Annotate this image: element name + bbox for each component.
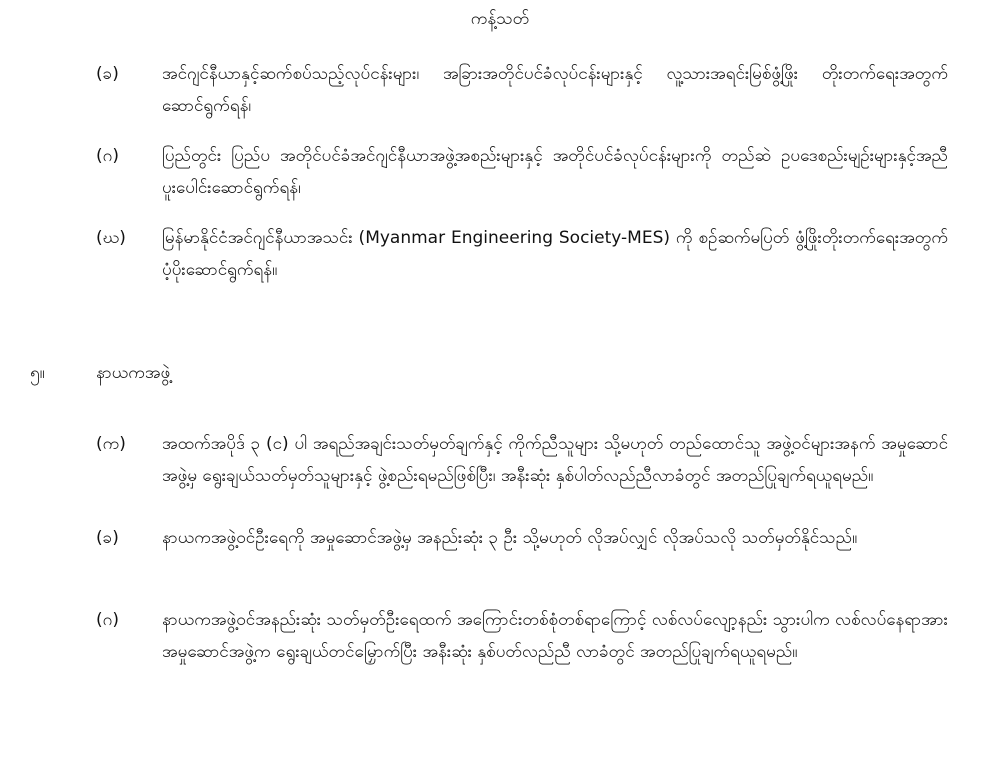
item-text: အထက်အပိုဒ် ၃ (င) ပါ အရည်အချင်းသတ်မှတ်ချက်နှင့် ကိုက်ညီသူများ သို့မဟုတ် တည်ထောင်သူ အဖွဲ့ဝင်များအနက် အမှုဆောင်အဖွဲ့မှ ရွေးချယ်သတ်မှတ်သူများနှင့် ဖွဲ့စည်းရမည်ဖြစ်ပြီး၊ အနီးဆုံး နှစ်ပါတ်လည်ညီလာခံတွင် အတည်ပြုချက်ရယူရမည်။ [162, 434, 948, 486]
item-text: မြန်မာနိုင်ငံအင်ဂျင်နီယာအသင်း (Myanmar Engineering Society-MES) ကို စဉ်ဆက်မပြတ် ဖွံ့ဖြိုးတိုးတက်ရေးအတွက် ပံ့ပိုးဆောင်ရွက်ရန်။ [162, 228, 948, 280]
item-number: (ခ) [96, 64, 119, 84]
page-title: ကန့်သတ် [470, 9, 530, 29]
item-text: ပြည်တွင်း ပြည်ပ အတိုင်ပင်ခံအင်ဂျင်နီယာအဖွဲ့အစည်းများနှင့် အတိုင်ပင်ခံလုပ်ငန်းများကို တည်ဆဲ ဥပဒေစည်းမျဉ်းများနှင့်အညီ ပူးပေါင်းဆောင်ရွက်ရန်၊ [162, 146, 948, 198]
section-number: ၅။ [30, 363, 45, 383]
section-title: နာယကအဖွဲ့ [96, 363, 171, 383]
item-text: နာယကအဖွဲ့ဝင်အနည်းဆုံး သတ်မှတ်ဦးရေထက် အကြောင်းတစ်စုံတစ်ရာကြောင့် လစ်လပ်လျော့နည်း သွားပါက လစ်လပ်နေရာအား အမှုဆောင်အဖွဲ့က ရွေးချယ်တင်မြှောက်ပြီး အနီးဆုံး နှစ်ပတ်လည်ညီ လာခံတွင် အတည်ပြုချက်ရယူရမည်။ [162, 610, 948, 662]
item-number: (ဂ) [96, 146, 119, 166]
item-text: အင်ဂျင်နီယာနှင့်ဆက်စပ်သည့်လုပ်ငန်းများ၊ အခြားအတိုင်ပင်ခံလုပ်ငန်းများနှင့် လူ့သားအရင်းမြစ်ဖွံ့ဖြိုး တိုးတက်ရေးအတွက် ဆောင်ရွက်ရန်၊ [162, 64, 948, 116]
item-text: နာယကအဖွဲ့ဝင်ဦးရေကို အမှုဆောင်အဖွဲ့မှ အနည်းဆုံး ၃ ဦး သို့မဟုတ် လိုအပ်လျှင် လိုအပ်သလို သတ်မှတ်နိုင်သည်။ [162, 528, 858, 548]
item-number: (ဃ) [96, 228, 126, 248]
item-number: (က) [96, 434, 126, 454]
item-number: (ခ) [96, 528, 119, 548]
item-number: (ဂ) [96, 610, 119, 630]
page-header [0, 6, 1000, 32]
